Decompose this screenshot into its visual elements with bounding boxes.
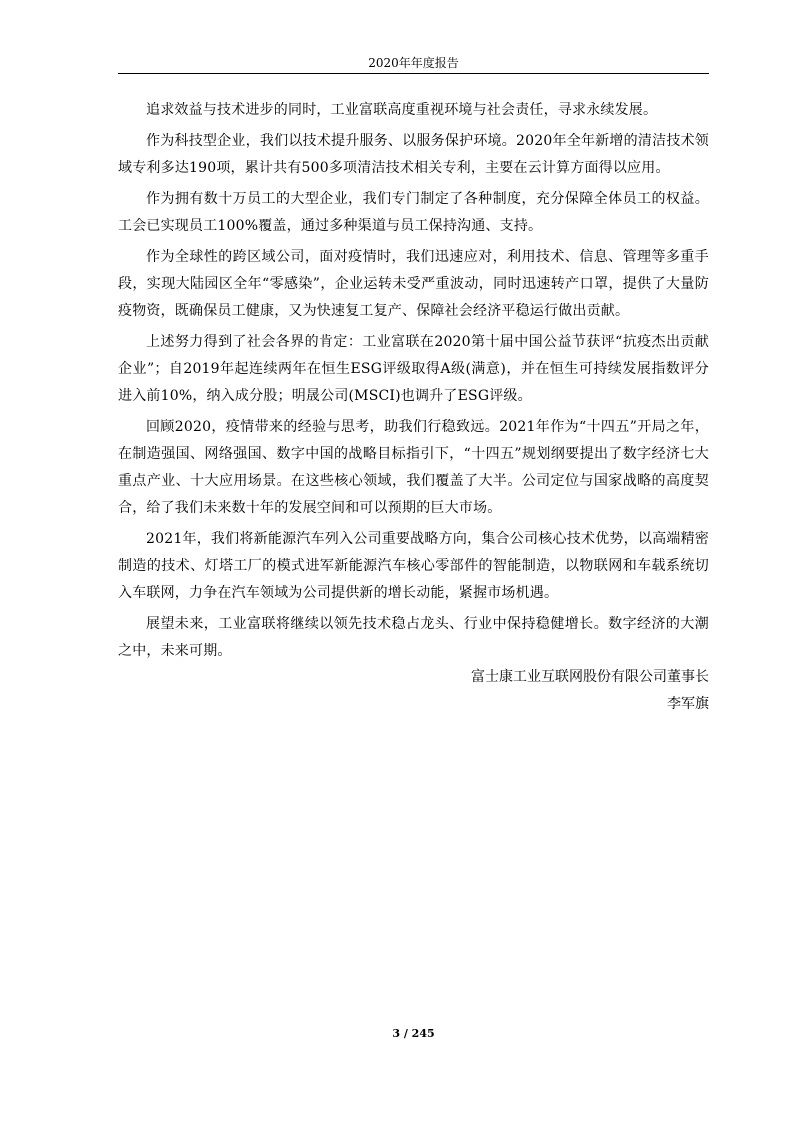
signatory-title: 富士康工业互联网股份有限公司董事长 bbox=[471, 669, 709, 685]
paragraph-4: 作为全球性的跨区域公司，面对疫情时，我们迅速应对，利用技术、信息、管理等多重手段，实现大陆园区全年“零感染”，企业运转未受严重波动，同时迅速转产口罩，提供了大量防疫物资，既确保员工健康，又为快速复工复产、保障社会经济平稳运行做出贡献。 bbox=[118, 249, 709, 319]
running-header: 2020年年度报告 bbox=[368, 56, 459, 70]
paragraph-5: 上述努力得到了社会各界的肯定：工业富联在2020第十届中国公益节获评“抗疫杰出贡献企业”；自2019年起连续两年在恒生ESG评级取得A级(满意)，并在恒生可持续发展指数评分进入前10%，纳入成分股；明晟公司(MSCI)也调升了ESG评级。 bbox=[118, 334, 709, 404]
paragraph-8: 展望未来，工业富联将继续以领先技术稳占龙头、行业中保持稳健增长。数字经济的大潮之中，未来可期。 bbox=[118, 616, 709, 659]
paragraph-6: 回顾2020，疫情带来的经验与思考，助我们行稳致远。2021年作为“十四五”开局之年，在制造强国、网络强国、数字中国的战略目标指引下，“十四五”规划纲要提出了数字经济七大重点产业、十大应用场景。在这些核心领域，我们覆盖了大半。公司定位与国家战略的高度契合，给了我们未来数十年的发展空间和可以预期的巨大市场。 bbox=[118, 419, 709, 516]
paragraph-1: 追求效益与技术进步的同时，工业富联高度重视环境与社会责任，寻求永续发展。 bbox=[146, 102, 658, 118]
header-divider bbox=[118, 73, 709, 74]
signature-block bbox=[380, 664, 709, 718]
paragraph-7: 2021年，我们将新能源汽车列入公司重要战略方向，集合公司核心技术优势，以高端精密制造的技术、灯塔工厂的模式进军新能源汽车核心零部件的智能制造，以物联网和车载系统切入车联网，力争在汽车领域为公司提供新的增长动能，紧握市场机遇。 bbox=[118, 531, 709, 601]
letter-body bbox=[118, 97, 709, 669]
signatory-name: 李军旗 bbox=[667, 696, 709, 712]
page-number: 3 / 245 bbox=[392, 1027, 435, 1040]
paragraph-3: 作为拥有数十万员工的大型企业，我们专门制定了各种制度，充分保障全体员工的权益。工会已实现员工100%覆盖，通过多种渠道与员工保持沟通、支持。 bbox=[118, 191, 709, 234]
paragraph-2: 作为科技型企业，我们以技术提升服务、以服务保护环境。2020年全年新增的清洁技术领域专利多达190项，累计共有500多项清洁技术相关专利，主要在云计算方面得以应用。 bbox=[118, 133, 709, 176]
